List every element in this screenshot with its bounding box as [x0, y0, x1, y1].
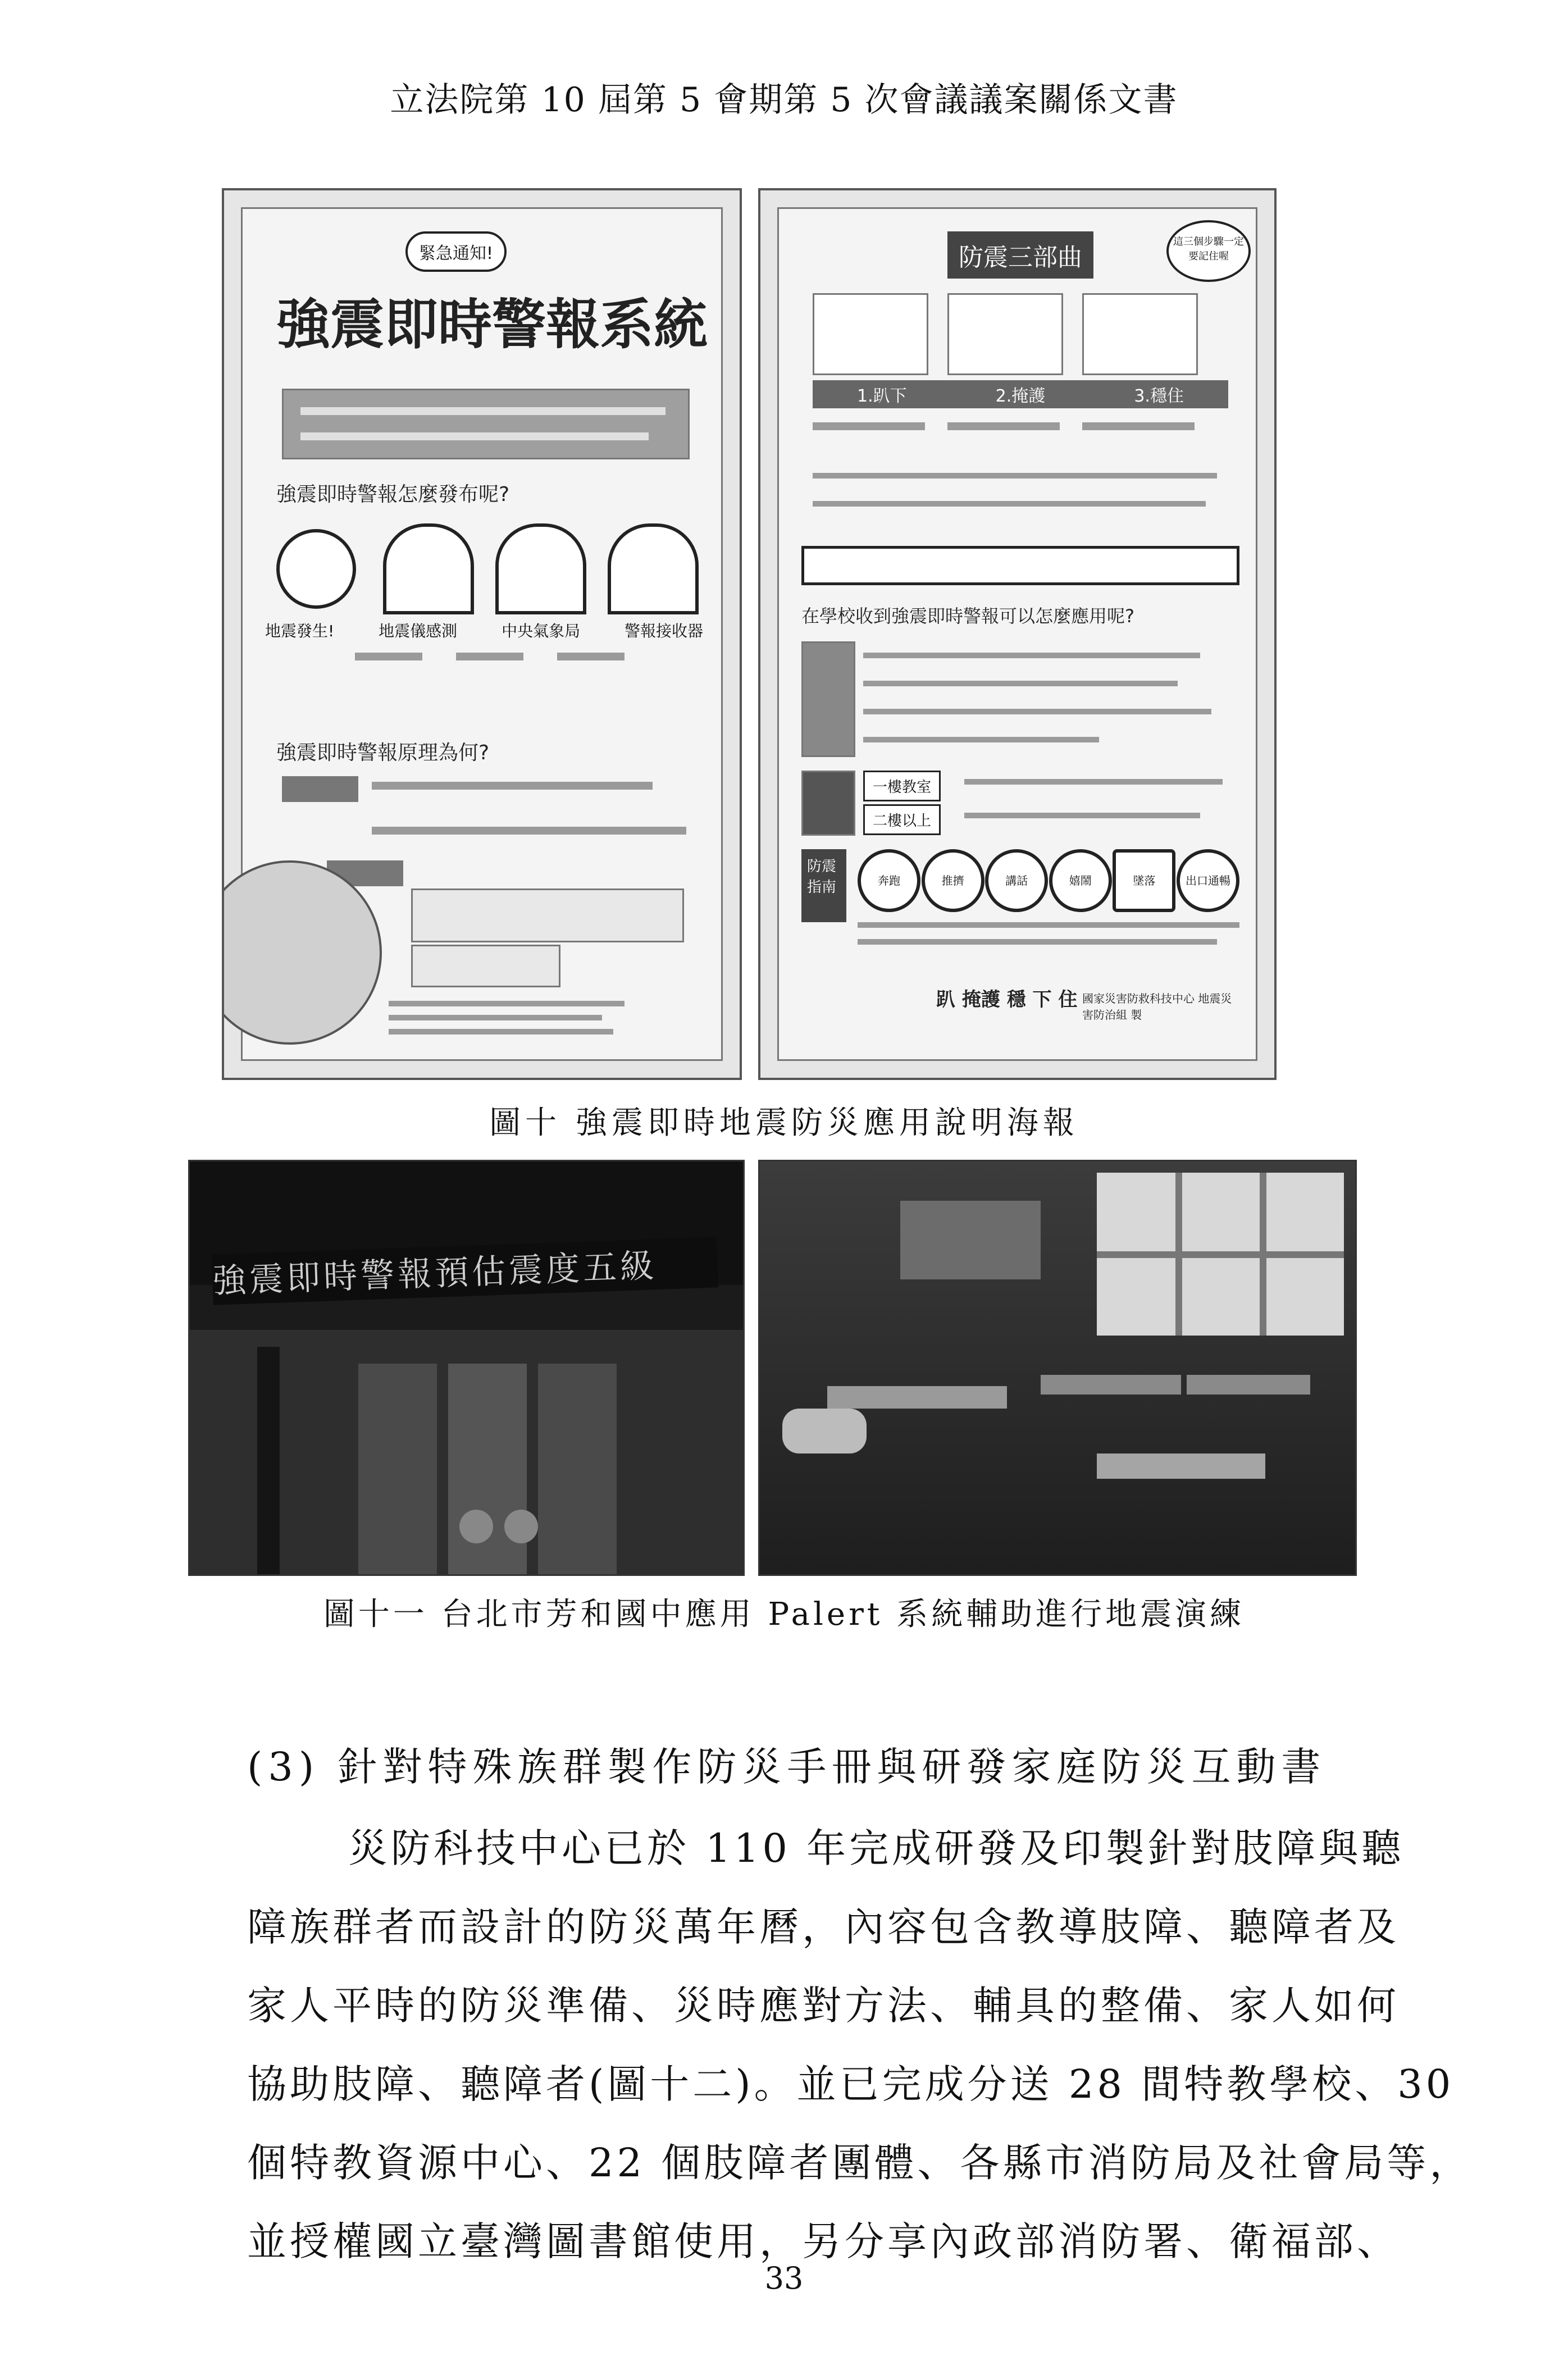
step-label: 2.掩護: [995, 386, 1046, 406]
step-label: 1.趴下: [857, 386, 907, 406]
paragraph-line: 並授權國立臺灣圖書館使用，另分享內政部消防署、衛福部、: [247, 2218, 1400, 2264]
page-number: 33: [764, 2261, 804, 2296]
poster-left-question-1: 強震即時警報怎麼發布呢?: [276, 483, 510, 506]
steps-arrow-bar: [813, 380, 1228, 408]
no-playing-sign-icon: 嬉鬧: [1049, 849, 1112, 912]
poster-three-step-drill: [758, 188, 1277, 1080]
poster-left-inner: [241, 207, 723, 1061]
paragraph-line: 災防科技中心已於 110 年完成研發及印製針對肢障與聽: [348, 1825, 1405, 1871]
paragraph-line: 協助肢障、聽障者(圖十二)。並已完成分送 28 間特教學校、30: [247, 2061, 1455, 2107]
flow-diagram-lower: [411, 945, 560, 987]
paragraph-line: 障族群者而設計的防災萬年曆，內容包含教導肢障、聽障者及: [247, 1904, 1400, 1950]
poster-left-badge: 緊急通知!: [405, 231, 507, 272]
row-second-floor: 二樓以上: [863, 804, 941, 835]
poster-left-question-2: 強震即時警報原理為何?: [276, 741, 490, 764]
drop-figure-icon: [813, 293, 928, 375]
figure-11-caption: 圖十一 台北市芳和國中應用 Palert 系統輔助進行地震演練: [323, 1596, 1245, 1633]
hold-figure-icon: [1082, 293, 1198, 375]
prohibition-signs: [858, 849, 1239, 912]
poster-right-title: 防震三部曲: [947, 231, 1093, 279]
process-step-labels: [265, 619, 703, 641]
step-label: 警報接收器: [624, 622, 703, 640]
step-label: 地震發生!: [265, 622, 335, 640]
paragraph-line: 家人平時的防災準備、災時應對方法、輔具的整備、家人如何: [247, 1983, 1400, 2029]
poster-right-guide: 防震指南: [801, 849, 846, 922]
falling-objects-sign-icon: 墜落: [1113, 849, 1175, 912]
poster-left-title: 強震即時警報系統: [276, 293, 708, 356]
alert-banner: 強震即時警報預估震度五級: [212, 1237, 719, 1305]
poster-earthquake-alert-system: [222, 188, 742, 1080]
drill-photo-banner: [188, 1160, 745, 1576]
alert-receiver-icon: [608, 523, 699, 614]
p-wave-tag: [282, 776, 358, 802]
step-label: 地震儀感測: [379, 622, 458, 640]
no-pushing-sign-icon: 推擠: [922, 849, 984, 912]
poster-left-intro-box: [282, 389, 690, 459]
earthquake-icon: [276, 529, 356, 609]
flow-diagram: [411, 888, 684, 942]
row-first-floor: 一樓教室: [863, 771, 941, 801]
weather-bureau-icon: [495, 523, 586, 614]
step-label: 中央氣象局: [502, 622, 581, 640]
figure-10-caption: 圖十 強震即時地震防災應用說明海報: [489, 1105, 1079, 1141]
step-label: 3.穩住: [1134, 386, 1184, 406]
ncdr-logo: 國家災害防救科技中心 地震災害防治組 製: [1082, 992, 1232, 1022]
warning-bar: [801, 546, 1239, 585]
daily-tag: [801, 641, 855, 757]
alert-tag: [801, 771, 855, 836]
paragraph-line: 個特教資源中心、22 個肢障者團體、各縣市消防局及社會局等，: [247, 2140, 1473, 2186]
poster-right-footer-steps: 趴 掩護 穩 下 住: [936, 988, 1078, 1011]
wave-diagram-icon: [222, 860, 382, 1045]
clear-exit-sign-icon: 出口通暢: [1177, 849, 1239, 912]
section-heading: (3) 針對特殊族群製作防災手冊與研發家庭防災互動書: [247, 1744, 1327, 1790]
cover-figure-icon: [947, 293, 1063, 375]
document-header: 立法院第 10 屆第 5 會期第 5 次會議議案關係文書: [390, 80, 1178, 120]
no-running-sign-icon: 奔跑: [858, 849, 920, 912]
poster-right-inner: [777, 207, 1257, 1061]
seismometer-icon: [383, 523, 474, 614]
no-talking-sign-icon: 講話: [985, 849, 1048, 912]
classroom-drill-photo: [758, 1160, 1357, 1576]
poster-right-badge: 這三個步驟一定要記住喔: [1166, 220, 1251, 282]
poster-right-question: 在學校收到強震即時警報可以怎麼應用呢?: [801, 605, 1134, 627]
